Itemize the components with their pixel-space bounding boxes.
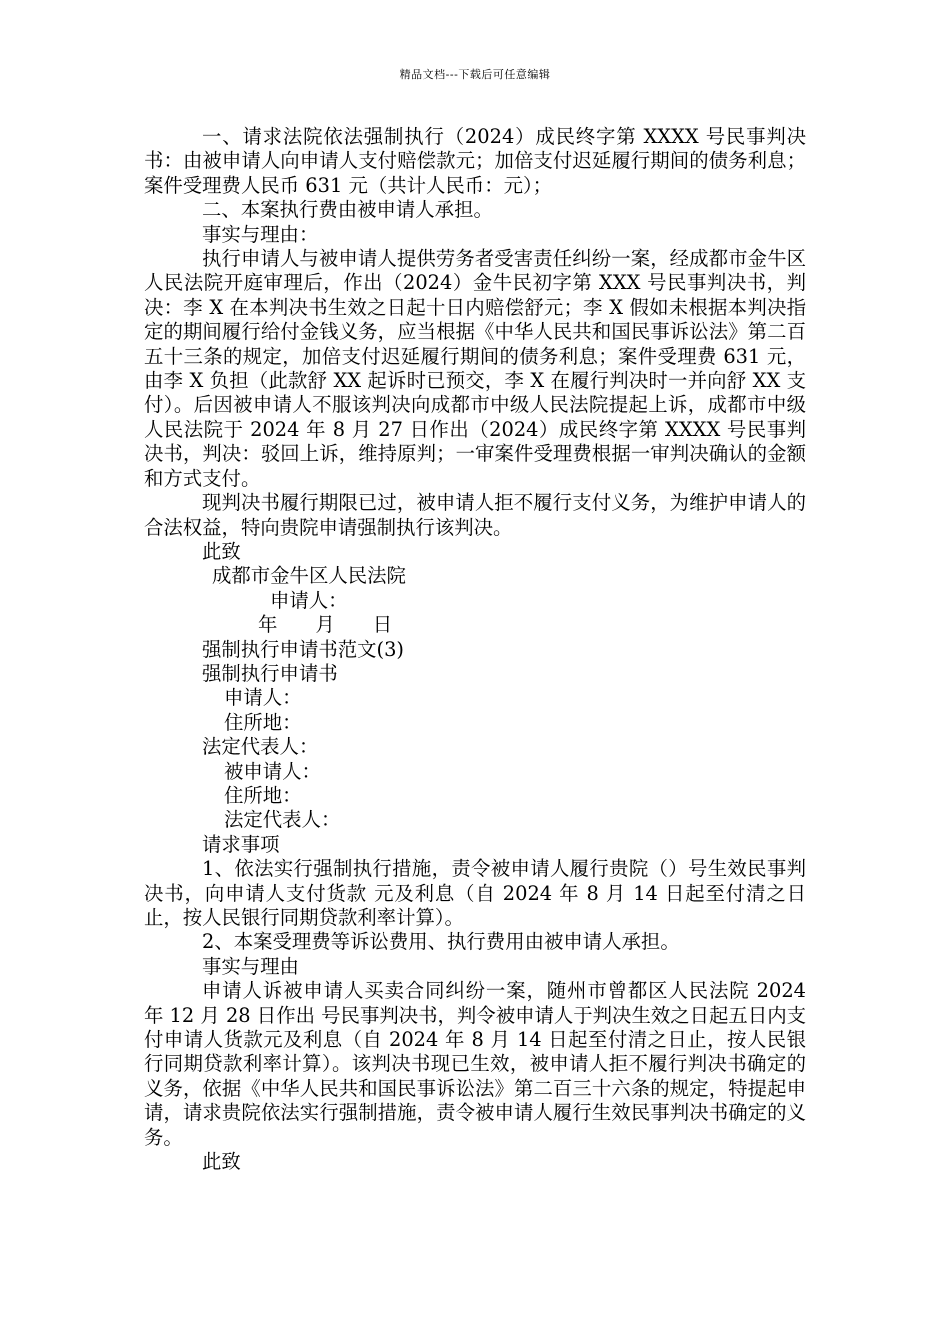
- court-name: 成都市金牛区人民法院: [212, 564, 406, 588]
- request-item-2: 二、本案执行费由被申请人承担。: [202, 198, 493, 222]
- applicant-signature: 申请人：: [270, 588, 348, 612]
- document-body: [144, 125, 806, 1174]
- date-day: 日: [372, 613, 393, 637]
- request-item-1: 一、请求法院依法强制执行（2024）成民终字第 XXXX 号民事判决书：由被申请人向申请人支付赔偿款元；加倍支付迟延履行期间的债务利息；案件受理费人民币 631 元（共计人民币：元）；: [144, 125, 806, 197]
- respondent-label: 被申请人：: [224, 759, 321, 783]
- facts-heading: 事实与理由：: [202, 222, 319, 246]
- respondent-legal-rep-label: 法定代表人：: [224, 808, 341, 832]
- document-title: 强制执行申请书: [202, 661, 338, 685]
- request-item-1b: 1、依法实行强制执行措施，责令被申请人履行贵院（）号生效民事判决书，向申请人支付货款 元及利息（自 2024 年 8 月 14 日起至付清之日止，按人民银行同期贷款利率计算）。: [144, 857, 806, 929]
- date-line: [144, 613, 806, 637]
- applicant-legal-rep-label: 法定代表人：: [202, 735, 319, 759]
- date-year: 年: [258, 613, 278, 637]
- conclusion-paragraph: 现判决书履行期限已过，被申请人拒不履行支付义务，为维护申请人的合法权益，特向贵院申请强制执行该判决。: [144, 491, 806, 539]
- salutation: 此致: [202, 539, 241, 563]
- facts-heading-2: 事实与理由: [202, 954, 299, 978]
- date-month: 月: [315, 613, 335, 637]
- respondent-address-label: 住所地：: [224, 783, 302, 807]
- requests-heading: 请求事项: [202, 832, 280, 856]
- facts-paragraph-2: 申请人诉被申请人买卖合同纠纷一案，随州市曾都区人民法院 2024 年 12 月 28 日作出 号民事判决书，判令被申请人于判决生效之日起五日内支付申请人货款元及利息（自 2024 年 8 月 14 日起至付清之日止，按人民银行同期贷款利率计算）。该判决书现已生效，被申请人拒不履行判决书确定的义务，依据《中华人民共和国民事诉讼法》第二百三十六条的规定，特提起申请，请求贵院依法实行强制措施，责令被申请人履行生效民事判决书确定的义务。: [144, 979, 806, 1149]
- sample-title: 强制执行申请书范文(3): [202, 637, 404, 661]
- applicant-address-label: 住所地：: [224, 710, 302, 734]
- facts-paragraph: 执行申请人与被申请人提供劳务者受害责任纠纷一案，经成都市金牛区人民法院开庭审理后，作出（2024）金牛民初字第 XXX 号民事判决书，判决：李 X 在本判决书生效之日起十日内赔偿舒元；李 X 假如未根据本判决指定的期间履行给付金钱义务，应当根据《中华人民共和国民事诉讼法》第二百五十三条的规定，加倍支付迟延履行期间的债务利息；案件受理费 631 元，由李 X 负担（此款舒 XX 起诉时已预交，李 X 在履行判决时一并向舒 XX 支付）。后因被申请人不服该判决向成都市中级人民法院提起上诉，成都市中级人民法院于 2024 年 8 月 27 日作出（2024）成民终字第 XXXX 号民事判决书，判决：驳回上诉，维持原判；一审案件受理费根据一审判决确认的金额和方式支付。: [144, 247, 806, 490]
- page-header: 精品文档---下载后可任意编辑: [399, 68, 551, 81]
- applicant-label: 申请人：: [224, 686, 302, 710]
- salutation-2: 此致: [202, 1150, 241, 1174]
- request-item-2b: 2、本案受理费等诉讼费用、执行费用由被申请人承担。: [202, 930, 680, 954]
